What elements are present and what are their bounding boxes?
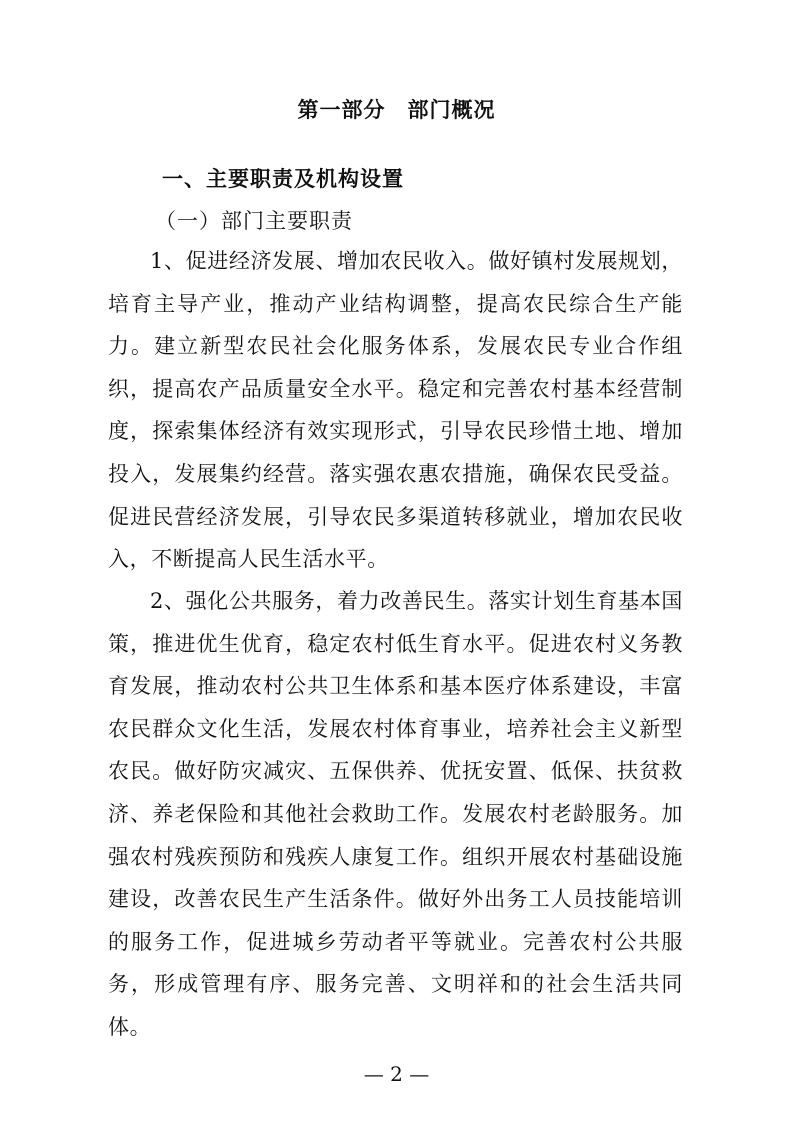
subsection-title: （一）部门主要职责 bbox=[155, 209, 353, 233]
section-title: 一、主要职责及机构设置 bbox=[162, 167, 404, 191]
body-paragraph: 1、促进经济发展、增加农民收入。做好镇村发展规划，培育主导产业，推动产业结构调整，提高农民综合生产能力。建立新型农民社会化服务体系，发展农民专业合作组织，提高农产品质量安全水平。稳定和完善农村基本经营制度，探索集体经济有效实现形式，引导农民珍惜土地、增加投入，发展集约经营。落实强农惠农措施，确保农民受益。促进民营经济发展，引导农民多渠道转移就业，增加农民收入，不断提高人民生活水平。 bbox=[108, 249, 683, 572]
body-paragraph: 2、强化公共服务，着力改善民生。落实计划生育基本国策，推进优生优育，稳定农村低生育水平。促进农村义务教育发展，推动农村公共卫生体系和基本医疗体系建设，丰富农民群众文化生活，发展农村体育事业，培养社会主义新型农民。做好防灾减灾、五保供养、优抚安置、低保、扶贫救济、养老保险和其他社会救助工作。发展农村老龄服务。加强农村残疾预防和残疾人康复工作。组织开展农村基础设施建设，改善农民生产生活条件。做好外出务工人员技能培训的服务工作，促进城乡劳动者平等就业。完善农村公共服务，形成管理有序、服务完善、文明祥和的社会生活共同体。 bbox=[108, 589, 683, 1039]
part-title: 第一部分 部门概况 bbox=[297, 98, 496, 122]
page-number: — 2 — bbox=[363, 1062, 430, 1086]
